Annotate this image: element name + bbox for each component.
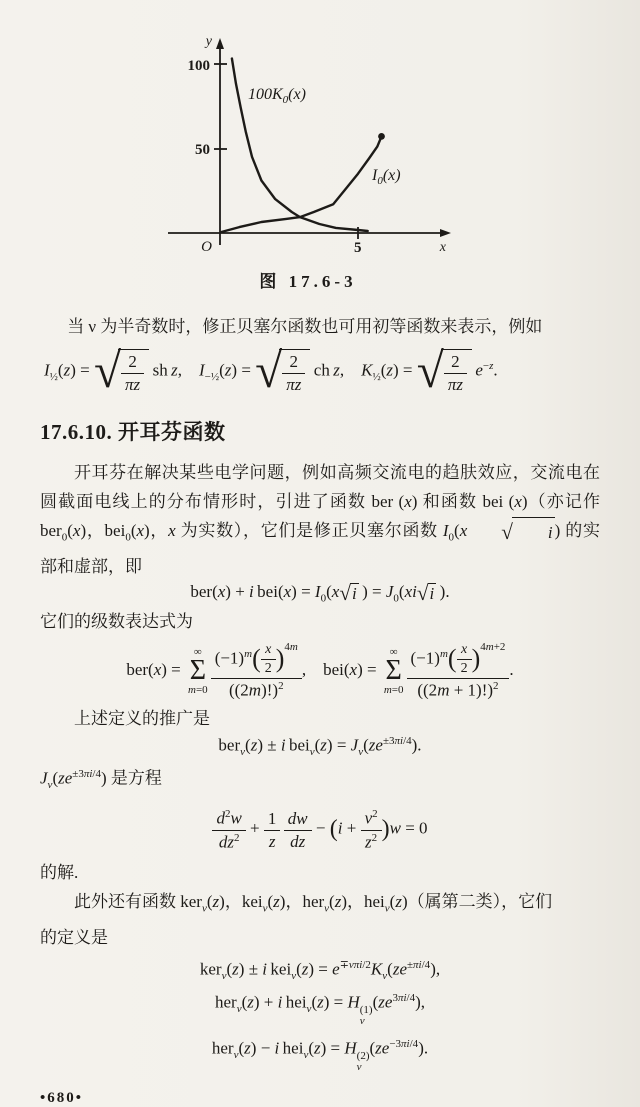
para-half-odd: 当 ν 为半奇数时，修正贝塞尔函数也可用初等函数来表示，例如 (67, 317, 543, 336)
curve-100K0 (232, 59, 368, 232)
y-tick-label-50: 50 (195, 142, 210, 158)
para-solution: 的解. (40, 862, 79, 882)
para-second-kind-cont: 的定义是 (40, 928, 108, 948)
para-kelvin-intro: 开耳芬在解决某些电学问题，例如高频交流电的趋肤效应，交流电在圆截面电线上的分布情形时，引进了函数 ber (x) 和函数 bei (x)（亦记作 ber$_0$(x)，bei$_0$(x)，x 为实数），它们是修正贝塞尔函数 $I_0(x$ √ i ) 的实部和虚部，即 (40, 463, 600, 577)
x-axis-arrow-icon (440, 229, 451, 237)
figure-17-6-3 (148, 33, 468, 292)
curve-label-100K0 (248, 86, 306, 106)
x-tick-label-5: 5 (354, 240, 362, 256)
curve2-label-arg: (x) (382, 167, 401, 184)
formula-generalized-kelvin: ber$_\nu$(z) ± i $bei_\nu(z) = J_\nu(ze^{\pm 3\pi i/4})$. (218, 735, 422, 759)
formula-half-odd-bessel: $I_{\frac{1}{2}}(z)$ = √ $\frac{2}{\pi z}$ sh z, $I_{-\frac{1}{2}}(z)$ = √ $\frac{2}{\pi z}$ ch z, $K_{\frac{1}{2}}(z)$ = √ $\frac{2}{\pi z}$ $e^{-z}$. (44, 343, 498, 399)
bessel-functions-chart (148, 33, 468, 261)
origin-label: O (201, 239, 212, 255)
formula-her-hei-minus: her$_\nu$(z) − i hei$_\nu$(z) = H (2) ν $(ze^{-3\pi i/4})$. (211, 1037, 429, 1074)
para-generalization: 上述定义的推广是 (74, 709, 210, 729)
curve-label-I0 (371, 167, 401, 187)
page-number: •680• (40, 1089, 84, 1106)
y-axis-label: y (205, 34, 212, 49)
section-heading: 17.6.10. 开耳芬函数 (40, 420, 226, 445)
formula-ber-bei-definition: ber(x) + i $bei(x) = I_0(x$ √ i ) = $J_0(xi$ √ i ). (190, 581, 450, 606)
figure-caption: 图 17.6-3 (259, 272, 357, 291)
formula-ker-kei: ker$_\nu$(z) ± i $kei_\nu(z) = e^{\mp\nu\pi i/2}K_\nu(ze^{\pm\pi i/4})$, (199, 959, 441, 983)
formula-ber-bei-series: ber(x) = ∞ Σ m=0 $(-1)^m$( $\frac{x}{2}$ )$^{4m}$ $((2m)!)^2$ , bei(x) = ∞ Σ m=0 $(-1)^m$( $\frac{x}{2}$ )$^{4m+2}$ $((2m + 1)!)^2$ . (126, 641, 514, 700)
formula-her-hei-plus: her$_\nu$(z) + i hei$_\nu$(z) = H (1) ν $(ze^{3\pi i/4})$, (214, 992, 425, 1028)
para-series-intro: 它们的级数表达式为 (40, 611, 193, 631)
curve-I0-endpoint-dot (378, 133, 385, 140)
curve1-label-main: 100K (248, 86, 283, 103)
curve1-label-arg: (x) (288, 86, 306, 103)
curve-I0 (221, 136, 381, 232)
curve1-label-sub: 0 (282, 94, 289, 106)
formula-kelvin-ode: $\frac{d^2w}{dz^2}$ + $\frac{1}{z}$ $\frac{dw}{dz}$ − (i + $\frac{\nu^2}{z^2}$ )w = 0 (40, 808, 600, 851)
x-axis-label: x (439, 240, 446, 255)
y-axis-arrow-icon (216, 38, 224, 49)
curve2-label-main: I (372, 167, 378, 184)
para-second-kind: 此外还有函数 ker$_\nu$(z)，kei$_\nu$(z)，her$_\nu$(z)，hei$_\nu$(z)（属第二类），它们 (74, 891, 553, 915)
curve2-label-sub: 0 (377, 175, 383, 187)
para-equation-intro: $J_\nu(ze^{\pm 3\pi i/4})$ 是方程 (40, 768, 162, 792)
y-tick-label-100: 100 (187, 58, 210, 74)
